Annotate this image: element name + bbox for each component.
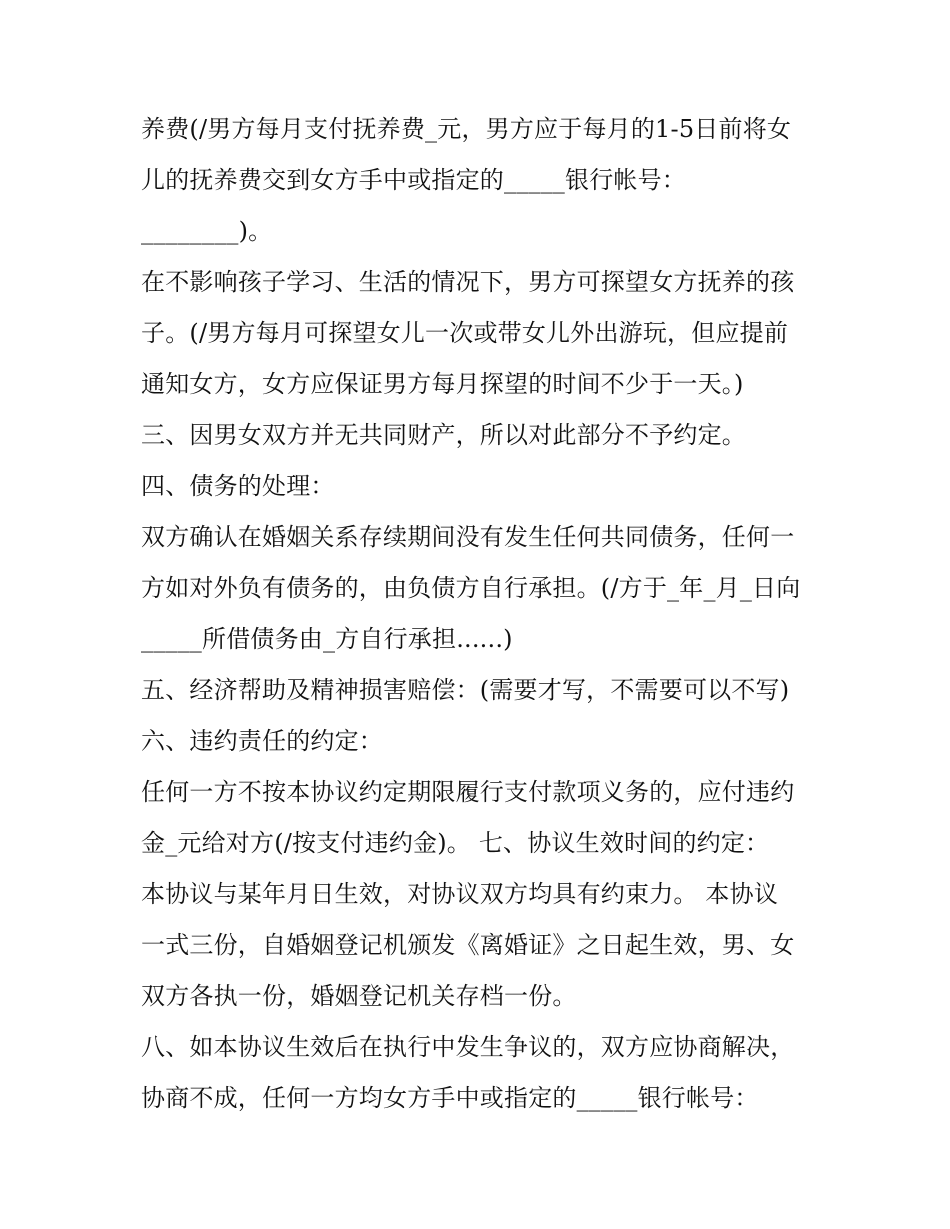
text-line: 双方各执一份，婚姻登记机关存档一份。: [141, 982, 577, 1010]
text-line: 子。(/男方每月可探望女儿一次或带女儿外出游玩，但应提前: [141, 319, 789, 347]
text-line: 八、如本协议生效后在执行中发生争议的，双方应协商解决，: [141, 1033, 795, 1061]
text-line: 本协议与某年月日生效，对协议双方均具有约束力。 本协议: [141, 880, 779, 908]
text-line: 协商不成，任何一方均女方手中或指定的_____银行帐号：: [141, 1084, 759, 1112]
text-line: _____所借债务由_方自行承担......): [141, 625, 513, 653]
text-line: 养费(/男方每月支付抚养费_元，男方应于每月的1-5日前将女: [141, 115, 792, 143]
document-body: [141, 108, 831, 1128]
text-line: 在不影响孩子学习、生活的情况下，男方可探望女方抚养的孩: [141, 268, 795, 296]
section-heading: 六、违约责任的约定：: [141, 727, 383, 755]
text-line: ________)。: [141, 217, 273, 245]
text-line: 双方确认在婚姻关系存续期间没有发生任何共同债务，任何一: [141, 523, 795, 551]
section-heading: 四、债务的处理：: [141, 472, 335, 500]
text-line: 任何一方不按本协议约定期限履行支付款项义务的，应付违约: [141, 778, 795, 806]
text-line: 方如对外负有债务的，由负债方自行承担。(/方于_年_月_日向: [141, 574, 801, 602]
text-line: 三、因男女双方并无共同财产，所以对此部分不予约定。: [141, 421, 746, 449]
text-line: 金_元给对方(/按支付违约金)。 七、协议生效时间的约定：: [141, 829, 770, 857]
section-heading: 五、经济帮助及精神损害赔偿：(需要才写，不需要可以不写): [141, 676, 790, 704]
text-line: 一式三份，自婚姻登记机颁发《离婚证》之日起生效，男、女: [141, 931, 795, 959]
text-line: 通知女方，女方应保证男方每月探望的时间不少于一天。): [141, 370, 744, 398]
text-line: 儿的抚养费交到女方手中或指定的_____银行帐号：: [141, 166, 686, 194]
